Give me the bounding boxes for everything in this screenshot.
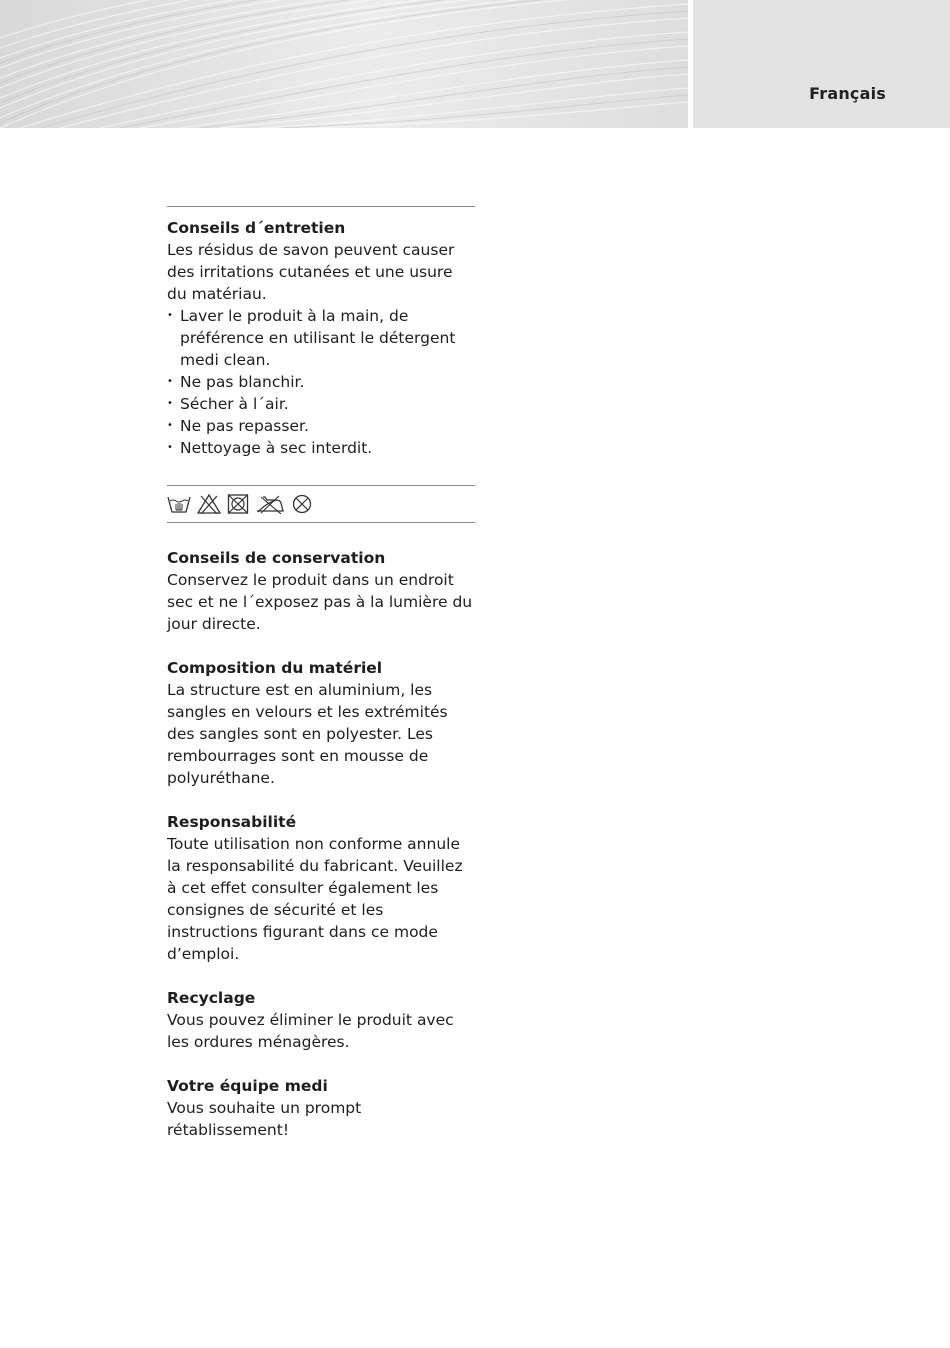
team-title: Votre équipe medi	[167, 1077, 328, 1095]
language-tab	[693, 0, 950, 128]
liability-title: Responsabilité	[167, 813, 297, 831]
care-item: • Nettoyage à sec interdit.	[167, 437, 475, 459]
storage-section	[167, 547, 475, 635]
care-title: Conseils d´entretien	[167, 219, 346, 237]
care-intro: Les résidus de savon peuvent causer des irritations cutanées et une usure du matériau.	[167, 241, 455, 303]
no-iron-icon	[255, 494, 285, 514]
care-item: • Sécher à l´air.	[167, 393, 475, 415]
recycling-title: Recyclage	[167, 989, 256, 1007]
team-section	[167, 1075, 475, 1141]
storage-title: Conseils de conservation	[167, 549, 386, 567]
storage-text: Conservez le produit dans un endroit sec et ne l´exposez pas à la lumière du jour directe.	[167, 571, 473, 633]
liability-section	[167, 811, 475, 965]
care-item: • Ne pas blanchir.	[167, 371, 475, 393]
care-item: • Ne pas repasser.	[167, 415, 475, 437]
recycling-section	[167, 987, 475, 1053]
no-dry-clean-icon	[291, 494, 313, 514]
hand-wash-icon	[167, 494, 191, 514]
composition-section	[167, 657, 475, 789]
content-column	[167, 206, 475, 1163]
language-label: Français	[809, 84, 886, 103]
wave-lines-pattern	[0, 0, 688, 128]
composition-text: La structure est en aluminium, les sangles en velours et les extrémités des sangles sont en polyester. Les rembourrages sont en mousse de polyuréthane.	[167, 681, 448, 787]
liability-text: Toute utilisation non conforme annule la responsabilité du fabricant. Veuillez à cet effet consulter également les consignes de sécurité et les instructions figurant dans ce mode d’emploi.	[167, 835, 463, 963]
no-bleach-icon	[197, 494, 221, 514]
care-item: • Laver le produit à la main, de préférence en utilisant le détergent medi clean.	[167, 305, 475, 371]
team-text: Vous souhaite un prompt rétablissement!	[167, 1099, 362, 1139]
composition-title: Composition du matériel	[167, 659, 383, 677]
decorative-header-band	[0, 0, 688, 128]
care-list	[167, 305, 475, 459]
no-tumble-dry-icon	[227, 494, 249, 514]
care-symbols-row	[167, 486, 475, 522]
care-section	[167, 217, 475, 459]
recycling-text: Vous pouvez éliminer le produit avec les ordures ménagères.	[167, 1011, 454, 1051]
